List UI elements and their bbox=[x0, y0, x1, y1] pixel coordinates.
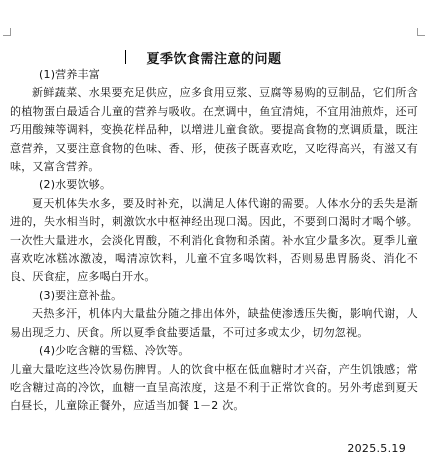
document-body[interactable] bbox=[10, 66, 418, 416]
document-date[interactable]: 2025.5.19 bbox=[347, 442, 406, 455]
section-heading[interactable]: (1)营养丰富 bbox=[39, 68, 100, 81]
page-corner-mark bbox=[3, 28, 11, 36]
section-paragraph[interactable]: 儿童大量吃这些冷饮易伤脾胃。人的饮食中枢在低血糖时才兴奋，产生饥饿感；常吃含糖过高的冷饮，血糖一直呈高浓度，这是不利于正常饮食的。另外考虑到夏天白昼长，儿童除正餐外，应适当加餐 1－2 次。 bbox=[10, 362, 418, 413]
section-heading[interactable]: (4)少吃含糖的雪糕、冷饮等。 bbox=[39, 344, 190, 358]
document-title[interactable]: 夏季饮食需注意的问题 bbox=[146, 52, 282, 67]
section-paragraph[interactable]: 新鲜蔬菜、水果要充足供应，应多食用豆浆、豆腐等易购的豆制品，它们所含的植物蛋白最适合儿童的营养与吸收。在烹调中，鱼宜清炖，不宜用油煎炸，还可巧用酸辣等调料，变换花样品种，以增进儿童食欲。要提高食物的烹调质量，既注意营养，又要注意食物的色味、香、形，使孩子既喜欢吃，又吃得高兴，有滋又有味，又富含营养。 bbox=[10, 86, 418, 174]
section-paragraph[interactable]: 天热多汗，机体内大量盐分随之排出体外，缺盐使渗透压失衡，影响代谢，人易出现乏力、厌食。所以夏季食盐要适量，不可过多或太少，切勿忽视。 bbox=[10, 307, 418, 339]
section-heading[interactable]: (3)要注意补盐。 bbox=[39, 288, 123, 302]
section-paragraph[interactable]: 夏天机体失水多，要及时补充，以满足人体代谢的需要。人体水分的丢失是渐进的，失水相当时，刺激饮水中枢神经出现口渴。因此，不要到口渴时才喝个够。一次性大量进水，会淡化胃酸，不利消化食物和杀菌。补水宜少量多次。夏季儿童喜欢吃冰糕冰激凌，喝清凉饮料，儿童不宜多喝饮料，否则易患胃肠炎、消化不良、厌食症，应多喝白开水。 bbox=[10, 196, 418, 284]
section-heading[interactable]: (2)水要饮够。 bbox=[39, 178, 112, 192]
page-corner-mark bbox=[417, 28, 425, 36]
